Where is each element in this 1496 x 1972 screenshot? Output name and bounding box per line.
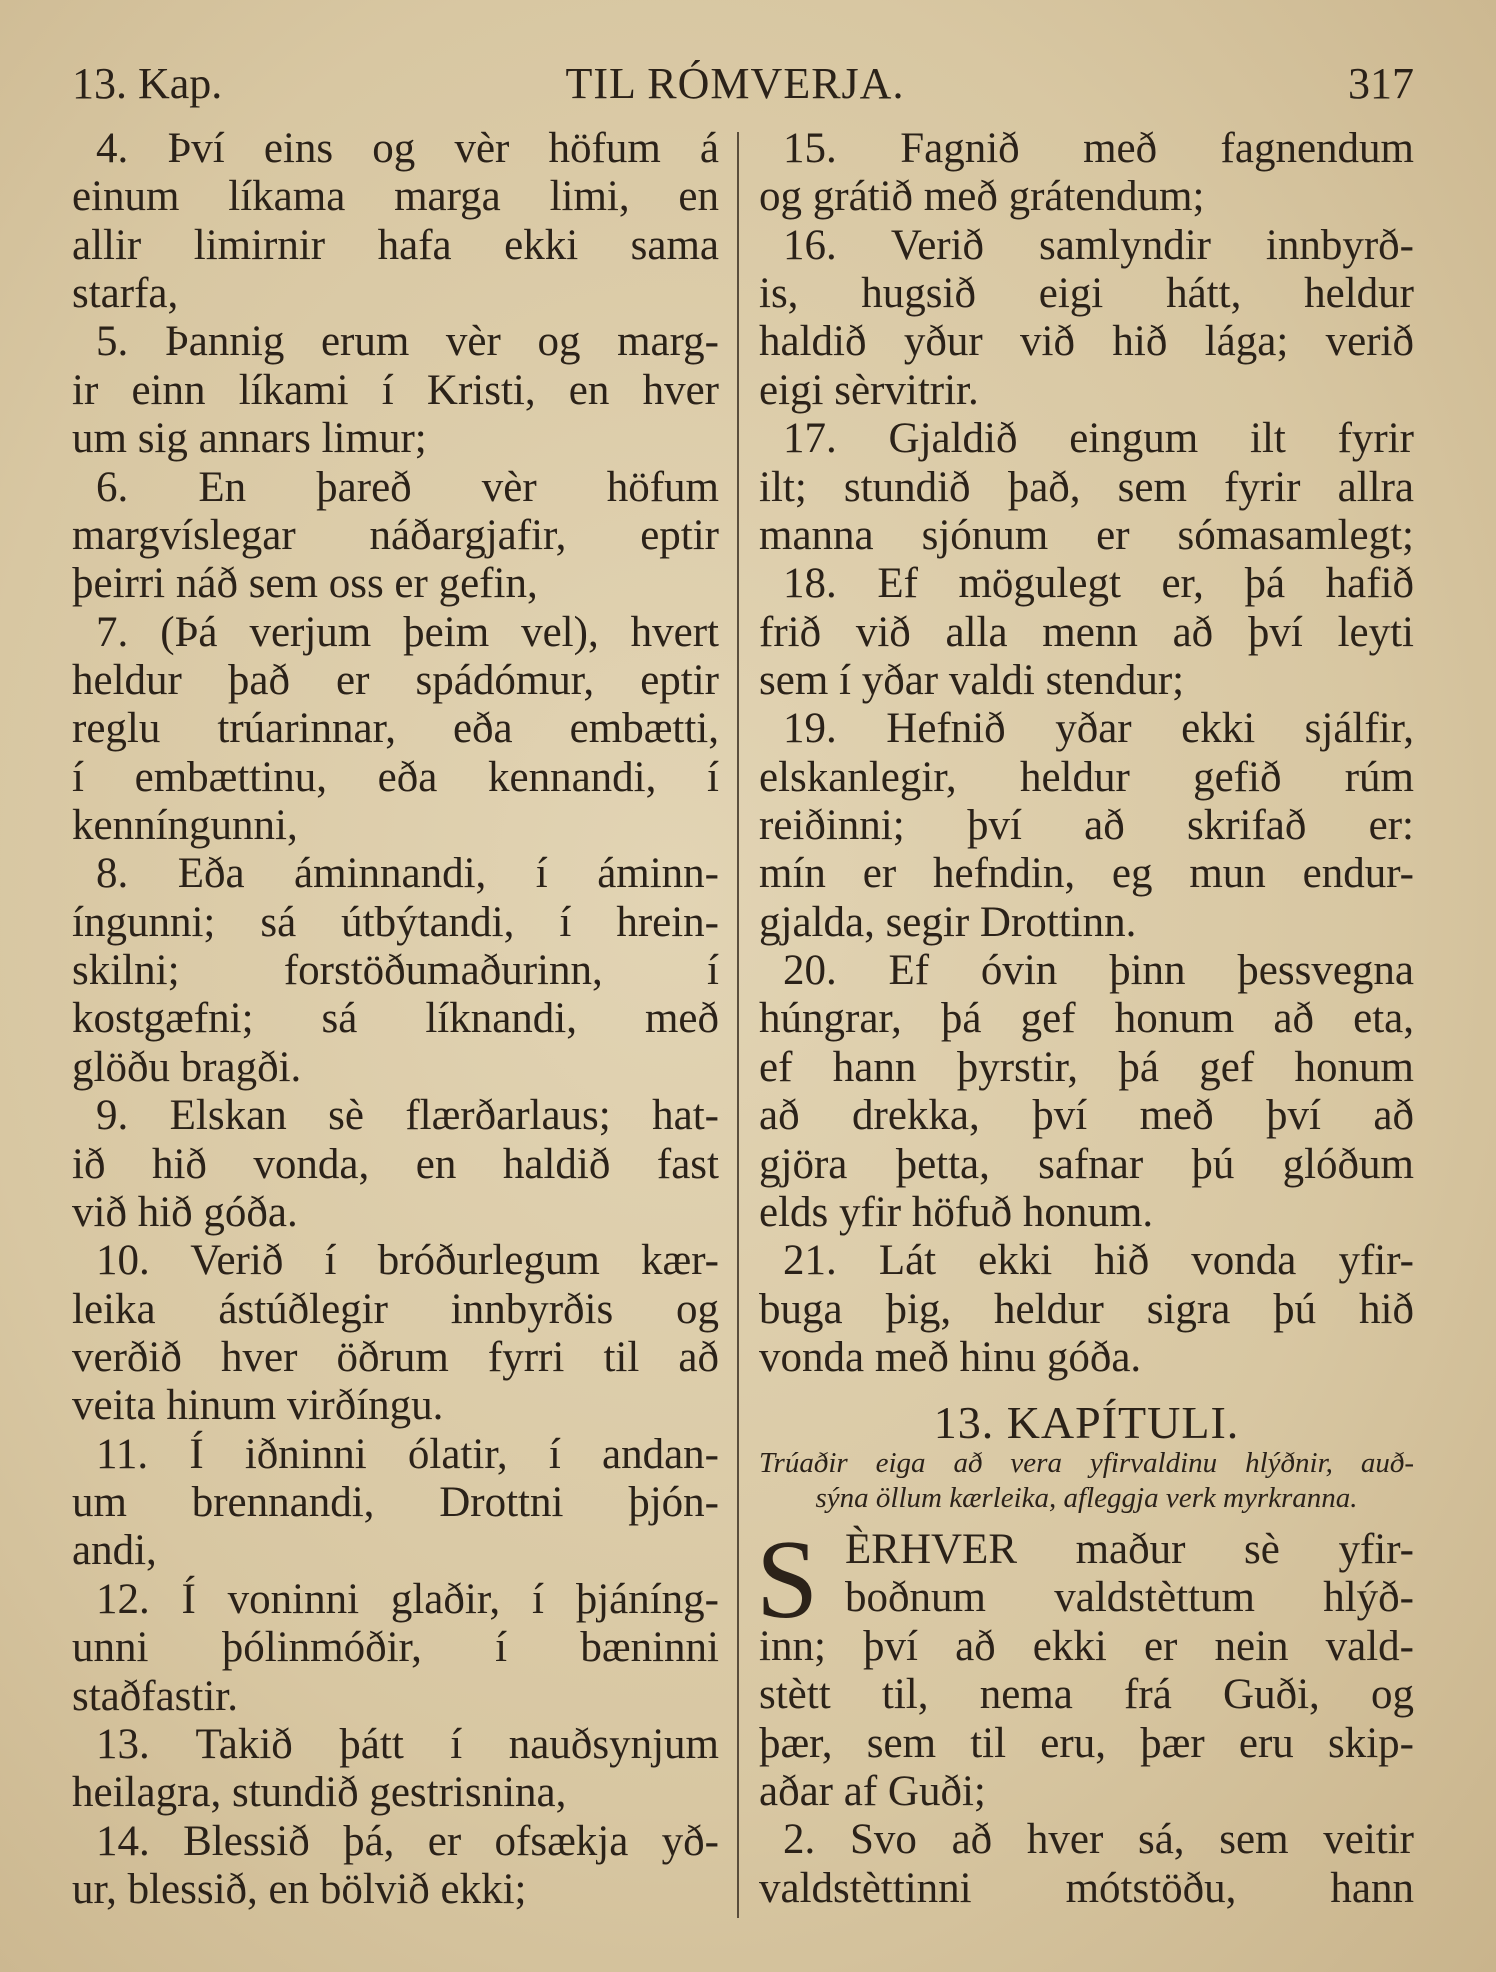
text-line: manna sjónum er sómasamlegt;	[759, 511, 1414, 559]
text-line: ur, blessið, en bölvið ekki;	[72, 1865, 527, 1913]
text-line: ef hann þyrstir, þá gef honum	[759, 1043, 1414, 1091]
text-line: 14. Blessið þá, er ofsækja yð-	[96, 1817, 719, 1865]
text-line: 4. Því eins og vèr höfum á	[96, 125, 719, 172]
text-line: 19. Hefnið yðar ekki sjálfir,	[783, 705, 1414, 753]
running-header-title: TIL RÓMVERJA.	[565, 59, 905, 108]
text-line: ir einn líkami í Kristi, en hver	[72, 366, 719, 414]
text-line: buga þig, heldur sigra þú hið	[759, 1285, 1414, 1333]
text-line: skilni; forstöðumaðurinn, í	[72, 947, 719, 995]
text-line: 21. Lát ekki hið vonda yfir-	[783, 1237, 1414, 1285]
text-line: verðið hver öðrum fyrri til að	[72, 1334, 719, 1381]
text-line: gjöra þetta, safnar þú glóðum	[759, 1140, 1414, 1188]
text-line: allir limirnir hafa ekki sama	[72, 221, 719, 269]
text-line: ÈRHVER maður sè yfir-	[845, 1526, 1414, 1573]
text-line: og grátið með grátendum;	[759, 173, 1205, 221]
text-line: húngrar, þá gef honum að eta,	[759, 995, 1414, 1043]
text-line: aðar af Guði;	[759, 1768, 986, 1816]
text-line: inn; því að ekki er nein vald-	[759, 1623, 1414, 1670]
text-line: is, hugsið eigi hátt, heldur	[759, 270, 1414, 318]
text-line: um brennandi, Drottni þjón-	[72, 1479, 719, 1527]
text-line: 10. Verið í bróðurlegum kær-	[96, 1237, 719, 1285]
text-line: um sig annars limur;	[72, 415, 427, 463]
chapter-summary-line: Trúaðir eiga að vera yfirvaldinu hlýðnir, auð-	[759, 1447, 1414, 1479]
text-line: 18. Ef mögulegt er, þá hafið	[783, 560, 1414, 608]
text-line: 12. Í voninni glaðir, í þjáníng-	[96, 1575, 719, 1623]
text-line: einum líkama marga limi, en	[72, 173, 719, 221]
text-line: 15. Fagnið með fagnendum	[783, 125, 1414, 172]
text-line: sem í yðar valdi stendur;	[759, 656, 1185, 704]
text-line: 9. Elskan sè flærðarlaus; hat-	[96, 1092, 719, 1140]
text-line: við hið góða.	[72, 1188, 298, 1236]
text-line: reiðinni; því að skrifað er:	[759, 802, 1414, 850]
text-line: reglu trúarinnar, eða embætti,	[72, 705, 719, 753]
chapter-summary-line: sýna öllum kærleika, afleggja verk myrkranna.	[815, 1482, 1358, 1514]
text-line: 2. Svo að hver sá, sem veitir	[783, 1816, 1414, 1864]
text-line: kenníngunni,	[72, 802, 298, 850]
text-line: þeirri náð sem oss er gefin,	[72, 560, 538, 608]
text-line: elskanlegir, heldur gefið rúm	[759, 753, 1414, 801]
text-line: ið hið vonda, en haldið fast	[72, 1140, 719, 1188]
text-line: elds yfir höfuð honum.	[759, 1188, 1154, 1236]
text-line: unni þólinmóðir, í bæninni	[72, 1624, 719, 1672]
chapter-heading: 13. KAPÍTULI.	[933, 1397, 1240, 1448]
text-line: heldur það er spádómur, eptir	[72, 656, 719, 704]
text-line: boðnum valdstèttum hlýð-	[845, 1574, 1414, 1622]
text-line: veita hinum virðíngu.	[72, 1382, 444, 1430]
text-line: mín er hefndin, eg mun endur-	[759, 850, 1414, 898]
text-line: 5. Þannig erum vèr og marg-	[96, 318, 719, 366]
text-line: margvíslegar náðargjafir, eptir	[72, 511, 719, 559]
text-line: kostgæfni; sá líknandi, með	[72, 995, 719, 1043]
text-line: þær, sem til eru, þær eru skip-	[759, 1719, 1414, 1767]
text-line: 16. Verið samlyndir innbyrð-	[783, 221, 1414, 269]
text-line: staðfastir.	[72, 1672, 238, 1720]
text-line: 20. Ef óvin þinn þessvegna	[783, 947, 1414, 995]
column-divider	[737, 132, 739, 1918]
text-line: haldið yður við hið lága; verið	[759, 318, 1414, 366]
text-line: 8. Eða áminnandi, í áminn-	[96, 850, 719, 898]
text-line: eigi sèrvitrir.	[759, 366, 979, 414]
text-line: heilagra, stundið gestrisnina,	[72, 1769, 567, 1817]
text-line: gjalda, segir Drottinn.	[759, 898, 1137, 946]
text-line: 17. Gjaldið eingum ilt fyrir	[783, 415, 1414, 463]
text-line: ilt; stundið það, sem fyrir allra	[759, 463, 1414, 511]
text-line: valdstèttinni mótstöðu, hann	[759, 1864, 1414, 1912]
text-line: 13. Takið þátt í nauðsynjum	[96, 1720, 719, 1768]
text-line: 11. Í iðninni ólatir, í andan-	[96, 1430, 719, 1478]
text-line: andi,	[72, 1527, 157, 1575]
text-line: leika ástúðlegir innbyrðis og	[72, 1285, 719, 1333]
text-line: að drekka, því með því að	[759, 1092, 1414, 1140]
page-number: 317	[1348, 59, 1414, 108]
drop-cap: S	[756, 1518, 819, 1642]
text-line: vonda með hinu góða.	[759, 1334, 1142, 1381]
text-line: stètt til, nema frá Guði, og	[759, 1671, 1414, 1719]
running-header-chapter: 13. Kap.	[72, 59, 223, 108]
text-line: í embættinu, eða kennandi, í	[72, 753, 719, 801]
text-line: glöðu bragði.	[72, 1043, 302, 1091]
text-line: 6. En þareð vèr höfum	[96, 463, 719, 511]
text-line: íngunni; sá útbýtandi, í hrein-	[72, 898, 719, 946]
text-line: 7. (Þá verjum þeim vel), hvert	[96, 608, 719, 656]
text-line: frið við alla menn að því leyti	[759, 608, 1414, 656]
text-line: starfa,	[72, 270, 179, 318]
